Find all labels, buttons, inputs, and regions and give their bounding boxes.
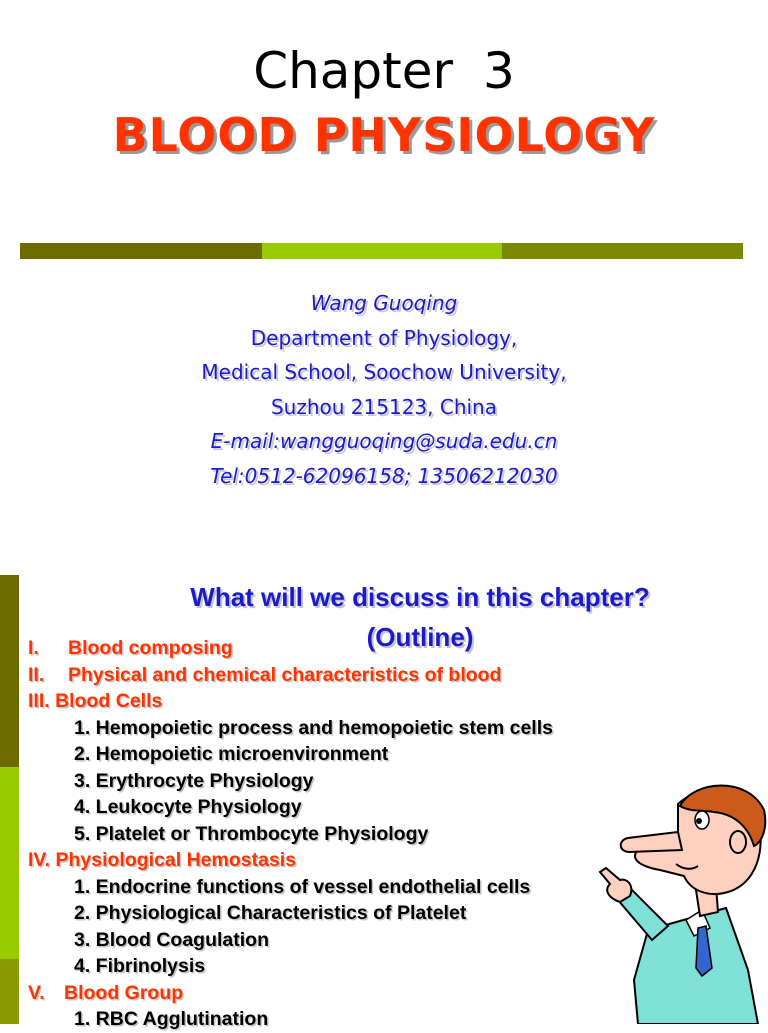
side-accent-bar [0,575,19,1024]
outline-subitem: 3. Erythrocyte Physiology [74,769,314,792]
divider-bar-left [20,243,262,259]
outline-heading-line2: (Outline) [366,622,474,652]
outline-item: III. Blood Cells [28,690,163,712]
author-school: Medical School, Soochow University, [201,360,567,384]
slide-title: BLOOD PHYSIOLOGY [112,108,656,162]
author-name: Wang Guoqing [310,291,458,315]
chapter-heading: Chapter 3 [253,42,515,100]
outline-item: V. Blood Group [28,981,184,1004]
outline-item: I. Blood composing [28,637,233,659]
outline-subitem: 4. Fibrinolysis [74,955,206,977]
outline-subitem: 1. Hemopoietic process and hemopoietic stem cells [74,716,553,739]
outline-heading-line1: What will we discuss in this chapter? [190,582,650,612]
outline-subitem: 3. Blood Coagulation [74,928,269,951]
outline-item: II. Physical and chemical characteristics of blood [28,663,502,686]
author-department: Department of Physiology, [250,325,518,350]
author-phone: Tel:0512-62096158; 13506212030 [210,463,558,488]
outline-subitem: 1. Endocrine functions of vessel endothelial cells [74,875,531,898]
author-city: Suzhou 215123, China [270,394,497,419]
author-email: E-mail:wangguoqing@suda.edu.cn [210,429,558,453]
outline-subitem: 5. Platelet or Thrombocyte Physiology [74,822,429,845]
outline-item: IV. Physiological Hemostasis [28,849,297,871]
outline-subitem: 4. Leukocyte Physiology [74,796,302,818]
outline-subitem: 1. RBC Agglutination [74,1008,269,1030]
pointing-man-illustration [598,780,768,1024]
divider-bar-right [502,243,743,259]
author-block [0,286,768,493]
outline-slide [0,575,768,1030]
outline-subitem: 2. Physiological Characteristics of Platelet [74,902,467,924]
divider-bar-middle [262,243,502,259]
outline-subitem: 2. Hemopoietic microenvironment [74,743,389,765]
